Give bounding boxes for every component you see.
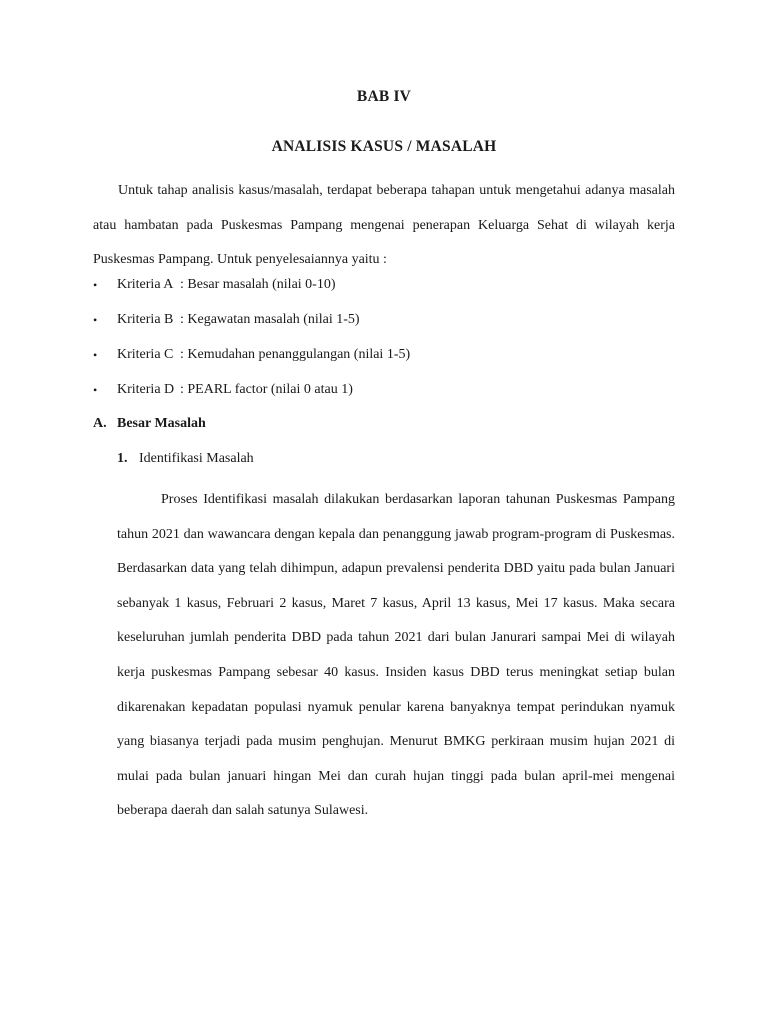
- criteria-list: [93, 275, 675, 415]
- body-paragraph: [117, 483, 675, 829]
- list-item: [93, 345, 675, 380]
- intro-paragraph: [93, 174, 675, 278]
- criteria-name: Kriteria D: [117, 382, 175, 397]
- subsection-title: Identifikasi Masalah: [139, 451, 254, 466]
- list-item: [93, 275, 675, 310]
- section-letter: A.: [93, 416, 107, 431]
- body-text: Proses Identifikasi masalah dilakukan berdasarkan laporan tahunan Puskesmas Pampang tahun 2021 dan wawancara dengan kepala dan penanggung jawab program-program di Puskesmas. Berdasarkan data yang telah dihimpun, adapun prevalensi penderita DBD yaitu pada bulan Januari sebanyak 1 kasus, Februari 2 kasus, Maret 7 kasus, April 13 kasus, Mei 17 kasus. Maka secara keseluruhan jumlah penderita DBD pada tahun 2021 dari bulan Janurari sampai Mei di wilayah kerja puskesmas Pampang sebesar 40 kasus. Insiden kasus DBD terus meningkat setiap bulan dikarenakan kepadatan populasi nyamuk penular karena banyaknya tempat perindukan nyamuk yang biasanya terjadi pada musim penghujan. Menurut BMKG perkiraan musim hujan 2021 di mulai pada bulan januari hingan Mei dan curah hujan tinggi pada bulan april-mei mengenai beberapa daerah dan salah satunya Sulawesi.: [117, 492, 675, 819]
- bullet-icon: •: [93, 348, 98, 362]
- criteria-description: : Kemudahan penanggulangan (nilai 1-5): [180, 347, 411, 362]
- criteria-name: Kriteria C: [117, 347, 174, 362]
- criteria-description: : Kegawatan masalah (nilai 1-5): [180, 312, 360, 327]
- section-title: Besar Masalah: [117, 416, 206, 431]
- bullet-icon: •: [93, 313, 98, 327]
- criteria-name: Kriteria A: [117, 277, 174, 292]
- intro-text: Untuk tahap analisis kasus/masalah, terdapat beberapa tahapan untuk mengetahui adanya masalah atau hambatan pada Puskesmas Pampang mengenai penerapan Keluarga Sehat di wilayah kerja Puskesmas Pampang. Untuk penyelesaiannya yaitu :: [93, 183, 675, 267]
- bullet-icon: •: [93, 278, 98, 292]
- chapter-heading: BAB IV: [356, 88, 412, 105]
- chapter-title: ANALISIS KASUS / MASALAH: [271, 138, 497, 155]
- criteria-name: Kriteria B: [117, 312, 174, 327]
- subsection-number: 1.: [117, 451, 128, 466]
- subsection-heading: [117, 451, 254, 467]
- list-item: [93, 380, 675, 415]
- criteria-description: : PEARL factor (nilai 0 atau 1): [180, 382, 353, 397]
- list-item: [93, 310, 675, 345]
- criteria-description: : Besar masalah (nilai 0-10): [180, 277, 336, 292]
- section-heading: [93, 416, 206, 432]
- bullet-icon: •: [93, 383, 98, 397]
